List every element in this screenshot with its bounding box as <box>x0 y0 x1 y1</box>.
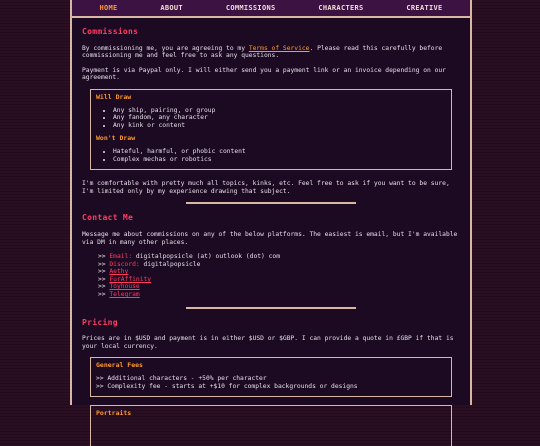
top-nav <box>72 0 470 18</box>
comfort-paragraph: I'm comfortable with pretty much all topics, kinks, etc. Feel free to ask if you want to be sure, I'm limited only by my experience drawing that subject. <box>82 180 450 195</box>
wont-draw-title: Won't Draw <box>96 134 136 143</box>
payment-paragraph: Payment is via Paypal only. I will either send you a payment link or an invoice depending on our agreement. <box>82 66 446 82</box>
list-item: • Hateful, harmful, or phobic content <box>113 148 445 156</box>
nav-characters[interactable]: CHARACTERS <box>318 4 364 12</box>
platform-item-aethy: >> Aethy <box>98 268 129 276</box>
platform-item-email: >> Email: digitalpopsicle (at) outlook (dot) com <box>98 253 280 261</box>
contact-intro: Message me about commissions on any of the below platforms. The easiest is email, but I'm available via DM in many other places. <box>82 230 458 246</box>
platform-name: Email: <box>109 253 133 261</box>
platform-item-discord: >> Discord: digitalpopsicle <box>98 260 201 268</box>
fee-item: >> Complexity fee - starts at +$10 for complex backgrounds or designs <box>96 382 358 390</box>
contact-heading: Contact Me <box>82 213 134 223</box>
intro-text-after: . Please read this carefully before commissioning me and feel free to ask any questions. <box>82 44 443 60</box>
list-item: • Complex mechas or robotics <box>113 156 445 164</box>
platform-value: digitalpopsicle <box>143 260 201 268</box>
platform-list <box>98 253 460 299</box>
general-fees-title: General Fees <box>96 361 143 370</box>
nav-about[interactable]: ABOUT <box>160 4 183 12</box>
intro-text: By commissioning me, you are agreeing to my <box>82 44 249 52</box>
fee-item: >> Additional characters - +50% per character <box>96 375 267 383</box>
toyhouse-link[interactable]: Toyhouse <box>109 283 140 291</box>
draw-rules-box <box>90 89 452 170</box>
telegram-link[interactable]: Telegram <box>109 291 140 299</box>
will-draw-title: Will Draw <box>96 92 132 101</box>
will-draw-list <box>96 107 445 130</box>
section-divider <box>186 202 356 204</box>
platform-value: digitalpopsicle (at) outlook (dot) com <box>135 253 280 261</box>
platform-item-telegram: >> Telegram <box>98 291 140 299</box>
intro-paragraph <box>82 45 460 60</box>
main-content <box>72 18 470 446</box>
platform-name: Discord: <box>109 260 140 268</box>
aethy-link[interactable]: Aethy <box>109 268 129 276</box>
pricing-heading: Pricing <box>82 317 118 327</box>
furaffinity-link[interactable]: FurAffinity <box>109 275 152 283</box>
list-item: • Any fandom, any character <box>113 114 445 122</box>
list-item: • Any kink or content <box>113 122 445 130</box>
nav-creative[interactable]: CREATIVE <box>406 4 443 12</box>
general-fees-box <box>90 357 452 397</box>
wont-draw-list <box>96 148 445 163</box>
tos-link[interactable]: Terms of Service <box>248 44 310 52</box>
nav-home[interactable]: HOME <box>99 4 118 12</box>
list-item: • Any ship, pairing, or group <box>113 107 445 115</box>
portraits-box <box>90 405 452 446</box>
platform-item-toyhouse: >> Toyhouse <box>98 283 140 291</box>
page-frame <box>70 0 472 418</box>
platform-item-furaffinity: >> FurAffinity <box>98 275 152 283</box>
portraits-title: Portraits <box>96 409 132 418</box>
commissions-heading: Commissions <box>82 27 139 36</box>
pricing-intro: Prices are in $USD and payment is in either $USD or $GBP. I can provide a quote in £GBP if that is your local currency. <box>82 335 454 350</box>
section-divider <box>186 307 356 309</box>
nav-commissions[interactable]: COMMISSIONS <box>225 4 276 12</box>
